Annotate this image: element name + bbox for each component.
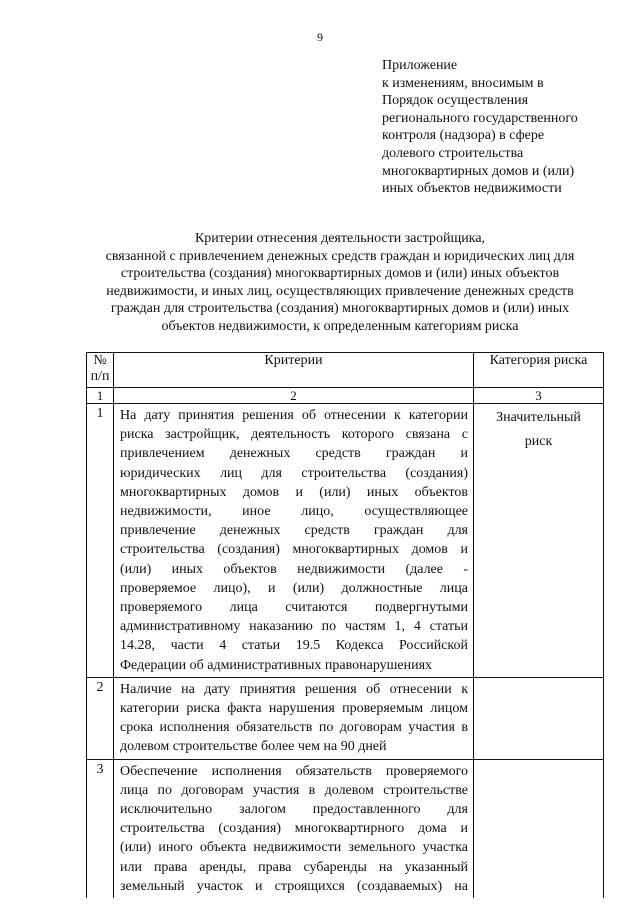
text-line: долевом строительстве более чем на 90 дней xyxy=(120,739,387,755)
text-line: Федерации об административных правонарушениях xyxy=(120,657,433,673)
column-number: 1 xyxy=(87,388,114,404)
text-line: категории риска факта нарушения проверяемым лицом xyxy=(120,701,468,717)
appendix-line: контроля (надзора) в сфере xyxy=(382,128,545,144)
risk-category xyxy=(474,404,604,678)
table-header-row xyxy=(87,353,604,388)
document-title xyxy=(60,230,620,336)
risk-category-line1: Значительный xyxy=(496,410,581,425)
header-number xyxy=(87,353,114,388)
title-line: недвижимости, и иных лиц, осуществляющих привлечение денежных средств xyxy=(106,283,574,299)
header-category: Категория риска xyxy=(474,353,604,388)
criteria-text xyxy=(114,677,474,759)
column-number: 3 xyxy=(474,388,604,404)
header-criteria: Критерии xyxy=(114,353,474,388)
text-line: (или) иных объектов недвижимости (далее - xyxy=(120,561,468,577)
title-line: объектов недвижимости, к определенным категориям риска xyxy=(161,318,519,334)
text-line: привлечением денежных средств граждан и xyxy=(120,446,468,462)
text-line: привлечение денежных средств граждан для xyxy=(120,523,468,539)
criteria-text xyxy=(114,759,474,898)
text-line: недвижимости, иное лицо, осуществляющее xyxy=(120,504,468,520)
table-row xyxy=(87,404,604,678)
text-line: Обеспечение исполнения обязательств проверяемого xyxy=(120,763,468,779)
column-number: 2 xyxy=(114,388,474,404)
criteria-table xyxy=(86,352,604,898)
text-line: исключительно залогом предоставленного для xyxy=(120,802,468,818)
appendix-note xyxy=(382,57,622,198)
text-line: проверяемое лицо), и (или) должностные лица xyxy=(120,580,468,596)
appendix-line: многоквартирных домов и (или) xyxy=(382,163,575,179)
text-line: многоквартирных домов и (или) иных объектов xyxy=(120,484,468,500)
text-line: Наличие на дату принятия решения об отнесении к xyxy=(120,681,468,697)
risk-category-line2: риск xyxy=(524,434,553,449)
text-line: земельный участок и строящихся (создаваемых) на xyxy=(120,878,468,894)
appendix-line: Приложение xyxy=(382,58,458,73)
title-line: Критерии отнесения деятельности застройщика, xyxy=(194,231,486,246)
title-line: строительства (создания) многоквартирных домов и (или) иных объектов xyxy=(120,266,560,282)
text-line: На дату принятия решения об отнесении к категории xyxy=(120,408,468,423)
appendix-line: Порядок осуществления xyxy=(382,93,529,109)
appendix-line: долевого строительства xyxy=(382,145,524,161)
header-number-line2: п/п xyxy=(90,369,110,384)
text-line: (или) иного объекта недвижимости земельного участка xyxy=(120,840,468,856)
header-number-line1: № xyxy=(93,353,107,368)
text-line: проверяемого лица считаются подвергнутыми xyxy=(120,600,468,616)
row-number: 2 xyxy=(87,677,114,759)
text-line: риска застройщик, деятельность которого связана с xyxy=(120,427,468,443)
title-line: граждан для строительства (создания) многоквартирных домов и (или) иных xyxy=(110,301,570,317)
appendix-line: к изменениям, вносимым в xyxy=(382,75,544,91)
criteria-text xyxy=(114,404,474,678)
text-line: лица по договорам участия в долевом строительстве xyxy=(120,782,468,798)
text-line: срока исполнения обязательств по договорам участия в xyxy=(120,720,468,736)
text-line: или права аренды, права субаренды на указанный xyxy=(120,859,468,875)
appendix-line: иных объектов недвижимости xyxy=(382,181,562,197)
row-number: 3 xyxy=(87,759,114,898)
text-line: юридических лиц для строительства (создания) xyxy=(120,465,468,481)
page-number: 9 xyxy=(317,30,323,44)
risk-category-empty xyxy=(474,677,604,759)
title-line: связанной с привлечением денежных средств граждан и юридических лиц для xyxy=(105,248,575,264)
text-line: административному наказанию по частям 1, 4 статьи xyxy=(120,619,468,635)
row-number: 1 xyxy=(87,404,114,678)
text-line: строительства (создания) многоквартирных домов и xyxy=(120,542,468,558)
column-number-row xyxy=(87,388,604,404)
text-line: 14.28, части 4 статьи 19.5 Кодекса Российской xyxy=(120,638,468,654)
table-row xyxy=(87,677,604,759)
appendix-line: регионального государственного xyxy=(382,110,578,126)
risk-category-empty xyxy=(474,759,604,898)
text-line: строительства (создания) многоквартирного дома и xyxy=(120,821,468,837)
table-row xyxy=(87,759,604,898)
